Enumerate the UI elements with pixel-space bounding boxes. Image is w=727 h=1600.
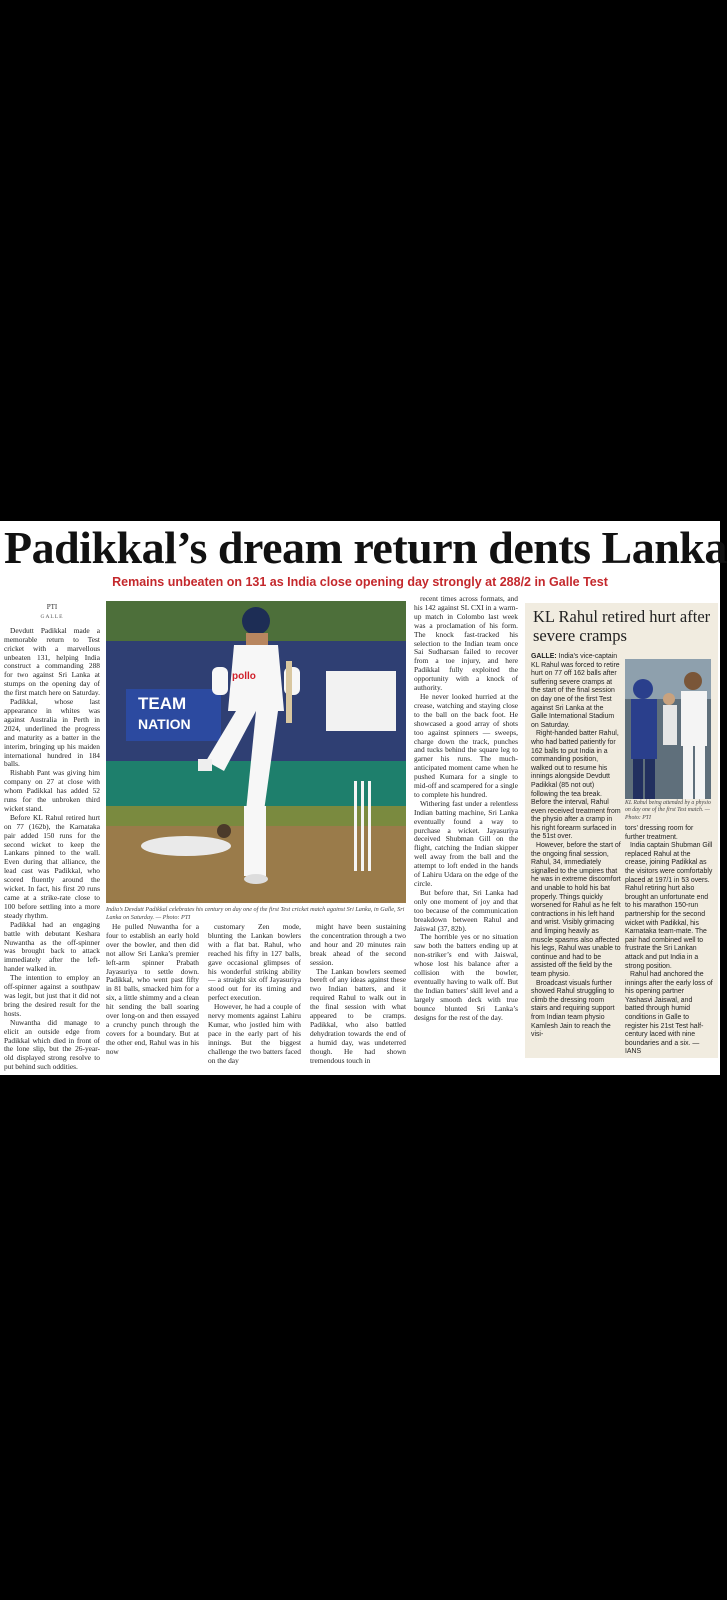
- paragraph: He pulled Nuwantha for a four to establish an early hold over the bowler, and then did not allow Sri Lanka’s premier left-arm spinner Prabath Jayasuriya to settle down. Padikkal, who went past fifty in 81 balls, smacked him for a six, a little shimmy and a clean hit sending the ball soaring over long-on and then essayed a crunchy punch through the covers for a boundary. But at the other end, Rahul was in his now: [106, 922, 199, 1056]
- paragraph: Withering fast under a relentless Indian batting machine, Sri Lanka eventually found a way to purchase a wicket. Jayasuriya deceived Shubman Gill on the flight, catching the Indian skipper well away from the ball and the attempt to loft ended in the hands of Lahiru Udara on the edge of the circle.: [414, 798, 518, 888]
- paragraph: He never looked hurried at the crease, watching and staying close to the ball on the back foot. He showcased a good array of shots too against spinners — sweeps, charge down the track, punches and tucks behind the square leg to garner his runs. The much-anticipated moment came when he pushed Kumara for a single to mid-off and scampered for a single to complete his hundred.: [414, 691, 518, 799]
- jersey-logo: pollo: [232, 671, 256, 682]
- paragraph: The horrible yes or no situation saw both the batters ending up at non-striker’s end with Jaiswal, whose lost his balance after a collision with the bowler, eventually having to walk off. But the Indian batters’ skill level and a largely smooth deck with true bounce blunted Sri Lanka’s designs for the rest of the day.: [414, 932, 518, 1022]
- paragraph: Padikkal had an engaging battle with debutant Keshara Nuwantha as the off-spinner was brought back to attack immediately after the left-hander walked in.: [4, 919, 100, 974]
- dateline: GALLE: [40, 613, 64, 620]
- article-column-1: [4, 603, 100, 1072]
- paragraph: The intention to employ an off-spinner against a southpaw was legit, but just that it did not bring the desired result for the hosts.: [4, 973, 100, 1018]
- sidebar-paragraph: Right-handed batter Rahul, who had batted patiently for 162 balls to put India in a commanding position, walked out to resume his innings alongside Devdutt Padikkal (85 not out) following the tea break. Before the interval, Rahul even received treatment from the physio after a cramp in his right forearm surfaced in the 51st over.: [531, 730, 621, 841]
- subheadline: Remains unbeaten on 131 as India close opening day strongly at 288/2 in Galle Test: [112, 575, 608, 589]
- paragraph: Rishabh Pant was giving him company on 27 at close with whom Padikkal has added 52 runs for the unbroken third wicket stand.: [4, 768, 100, 813]
- sidebar-column-2: [625, 825, 713, 1056]
- banner-text: TEAM: [138, 694, 187, 713]
- sidebar-dateline: GALLE:: [531, 653, 557, 660]
- paragraph: might have been sustaining the concentration through a two and hour and 20 minutes rain break ahead of the second session.: [310, 922, 406, 967]
- sidebar-paragraph: However, before the start of the ongoing final session, Rahul, 34, immediately signalled to the umpires that he was in extreme discomfort and unable to hold his bat properly. Things quickly worsened for Rahul as he felt contractions in his left hand and wrist. Visibly grimacing and limping heavily as muscle spasms also affected his legs, Rahul was unable to continue and had to be assisted off the field by the team physio.: [531, 842, 621, 978]
- article-column-5: [414, 595, 518, 1063]
- paragraph: But before that, Sri Lanka had only one moment of joy and that too because of the communication breakdown between Rahul and Jaiswal (37, 82b).: [414, 887, 518, 933]
- paragraph: Before KL Rahul retired hurt on 77 (162b), the Karnataka pair added 150 runs for the second wicket to keep the Lankans pinned to the wall. Even during that alliance, the lead cast was Padikkal, who scored fluently around the wicket. In fact, his first 20 runs came at a strike-rate close to 100 before settling into a more steady rhythm.: [4, 812, 100, 920]
- paragraph: Devdutt Padikkal made a memorable return to Test cricket with a marvellous unbeaten 131, helping India construct a commanding 288 for two against Sri Lanka at stumps on the opening day of the first match here on Saturday.: [4, 625, 100, 698]
- sidebar-paragraph: GALLE: India’s vice-captain KL Rahul was forced to retire hurt on 77 off 162 balls after suffering severe cramps at the start of the final session on day one of the first Test against Sri Lanka at the Galle International Stadium on Saturday.: [531, 653, 620, 729]
- article-column-4: [310, 923, 406, 1063]
- sidebar-title: KL Rahul retired hurt after severe cramps: [533, 607, 711, 645]
- sidebar-column-1: [531, 653, 621, 1053]
- sidebar-paragraph: tors’ dressing room for further treatment.: [625, 825, 694, 841]
- byline: PTI: [46, 603, 58, 611]
- sidebar-story: [525, 603, 718, 1058]
- sidebar-paragraph: Rahul had anchored the innings after the early loss of his opening partner Yashasvi Jaiswal, and batted through humid conditions in Galle to register his 21st Test half-century laced with nine boundaries and a six. — IANS: [625, 971, 713, 1056]
- newspaper-clipping: [0, 521, 727, 1075]
- paragraph: Nuwantha did manage to elicit an outside edge from Padikkal which died in front of the lone slip, but the 26-year-old displayed strong resolve to put behind such oddities.: [4, 1017, 100, 1072]
- banner-text: NATION: [138, 716, 191, 732]
- paragraph: Padikkal, whose last appearance in whites was against Australia in Perth in 2024, underlined the progress and maturity as a batter in the interim, bringing up his maiden international hundred in 184 balls.: [4, 697, 100, 769]
- article-column-2: [106, 923, 199, 1063]
- main-photo-caption: India’s Devdutt Padikkal celebrates his century on day one of the first Test cricket match against Sri Lanka, in Galle, Sri Lanka on Saturday. — Photo: PTI: [106, 906, 405, 921]
- sidebar-paragraph: India captain Shubman Gill replaced Rahul at the crease, joining Padikkal as the visitors were comfortably placed at 197/1 in 53 overs. Rahul retiring hurt also brought an unfortunate end to his marathon 150-run partnership for the second wicket with Padikkal, his Karnataka team-mate. The pair had combined well to frustrate the Sri Lankan attack and put India in a strong position.: [625, 842, 713, 970]
- main-photo: [106, 601, 406, 903]
- sidebar-paragraph: Broadcast visuals further showed Rahul struggling to climb the dressing room stairs and requiring support from Indian team physio Kamlesh Jain to reach the visi-: [531, 979, 615, 1039]
- paragraph: customary Zen mode, blunting the Lankan bowlers with a flat bat. Rahul, who reached his fifty in 127 balls, gave occasional glimpses of his wonderful striking ability— a straight six off Jayasuriya stood out for its timing and perfect execution.: [208, 922, 301, 1003]
- article-column-3: [208, 923, 301, 1063]
- paragraph: The Lankan bowlers seemed bereft of any ideas against these two Indian batters, and it required Rahul to walk out in the final session with what appeared to be cramps. Padikkal, who also battled dehydration towards the end of a humid day, was undeterred though. He had shown tremendous touch in: [310, 966, 406, 1065]
- paragraph: However, he had a couple of nervy moments against Lahiru Kumar, who jostled him with pace in the early part of his innings. But the biggest challenge the two batters faced on the day: [208, 1002, 301, 1065]
- headline: Padikkal’s dream return dents Lanka: [4, 522, 727, 573]
- paragraph: recent times across formats, and his 142 against SL CXI in a warm-up match in Colombo last week was a proclamation of his form. The knock fast-tracked his selection to the Indian team once Sai Sudharsan failed to recover from a toe injury, and here Padikkal fully exploited the opportunity with a knock of authority.: [414, 594, 518, 693]
- sidebar-photo: [625, 659, 711, 799]
- sidebar-photo-caption: KL Rahul being attended by a physio on day one of the first Test match. — Photo: PTI: [625, 800, 711, 821]
